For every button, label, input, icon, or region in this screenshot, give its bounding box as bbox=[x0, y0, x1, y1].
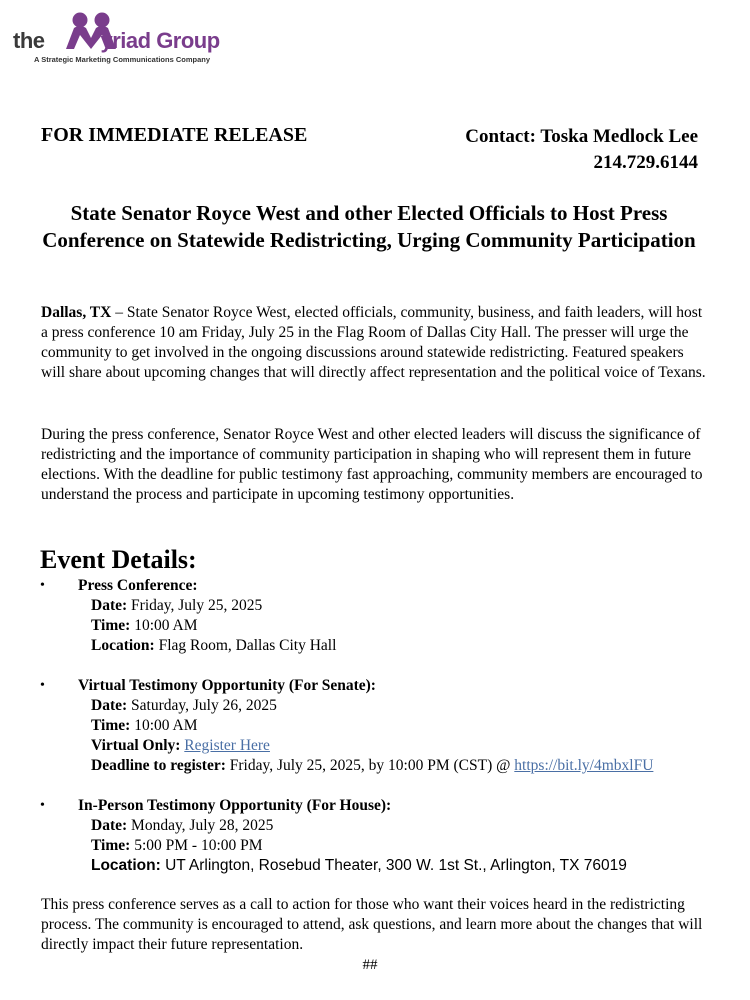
contact-block bbox=[465, 124, 698, 176]
event-deadline: Deadline to register: Friday, July 25, 2025, by 10:00 PM (CST) @ https://bit.ly/4mbxlFU bbox=[91, 757, 654, 774]
event-location: Location: UT Arlington, Rosebud Theater, 300 W. 1st St., Arlington, TX 76019 bbox=[91, 857, 627, 874]
dateline: Dallas, TX bbox=[41, 304, 112, 321]
intro-text: – State Senator Royce West, elected officials, community, business, and faith leaders, will host a press conference 10 am Friday, July 25 in the Flag Room of Dallas City Hall. The presser will urge the community to get involved in the ongoing discussions around statewide redistricting. Featured speakers will share about upcoming changes that will directly affect representation and the political voice of Texans. bbox=[41, 304, 706, 381]
event-item-in-person-testimony bbox=[40, 796, 720, 876]
logo-the: the bbox=[13, 28, 45, 53]
event-date: Date: Monday, July 28, 2025 bbox=[91, 817, 274, 834]
event-date: Date: Saturday, July 26, 2025 bbox=[91, 697, 277, 714]
event-location: Location: Flag Room, Dallas City Hall bbox=[91, 637, 337, 654]
event-time: Time: 5:00 PM - 10:00 PM bbox=[91, 837, 263, 854]
bullet-icon: • bbox=[40, 678, 45, 693]
details-paragraph: During the press conference, Senator Royce West and other elected leaders will discuss the significance of redistricting and the importance of community participation in shaping who will represent them in future elections. With the deadline for public testimony fast approaching, community members are encouraged to understand the process and participate in upcoming testimony opportunities. bbox=[41, 426, 703, 503]
closing-paragraph: This press conference serves as a call to action for those who want their voices heard in the redistricting process. The community is encouraged to attend, ask questions, and learn more about the changes that will directly impact their future representation. bbox=[41, 896, 703, 953]
event-time: Time: 10:00 AM bbox=[91, 617, 198, 634]
contact-phone: 214.729.6144 bbox=[593, 152, 698, 173]
event-item-press-conference bbox=[40, 576, 720, 656]
logo-wordmark bbox=[13, 30, 220, 52]
event-date: Date: Friday, July 25, 2025 bbox=[91, 597, 263, 614]
intro-paragraph bbox=[41, 303, 706, 383]
bullet-icon: • bbox=[40, 578, 45, 593]
event-title: In-Person Testimony Opportunity (For House): bbox=[78, 797, 392, 814]
event-title: Press Conference: bbox=[78, 577, 198, 594]
event-virtual: Virtual Only: Register Here bbox=[91, 737, 270, 754]
event-title: Virtual Testimony Opportunity (For Senate): bbox=[78, 677, 376, 694]
logo-tagline: A Strategic Marketing Communications Company bbox=[34, 55, 211, 64]
registration-url-link[interactable]: https://bit.ly/4mbxlFU bbox=[514, 757, 654, 774]
event-time: Time: 10:00 AM bbox=[91, 717, 198, 734]
register-here-link[interactable]: Register Here bbox=[184, 737, 270, 754]
press-headline: State Senator Royce West and other Elected Officials to Host Press Conference on Statewide Redistricting, Urging Community Participation bbox=[42, 201, 696, 252]
bullet-icon: • bbox=[40, 798, 45, 813]
release-label: FOR IMMEDIATE RELEASE bbox=[41, 124, 308, 146]
event-details-heading: Event Details: bbox=[40, 545, 197, 574]
event-list bbox=[40, 576, 720, 896]
contact-name: Contact: Toska Medlock Lee bbox=[465, 126, 698, 147]
event-item-virtual-testimony bbox=[40, 676, 720, 776]
company-logo bbox=[13, 8, 253, 63]
logo-group: yriad Group bbox=[100, 28, 220, 53]
end-mark: ## bbox=[362, 957, 378, 973]
